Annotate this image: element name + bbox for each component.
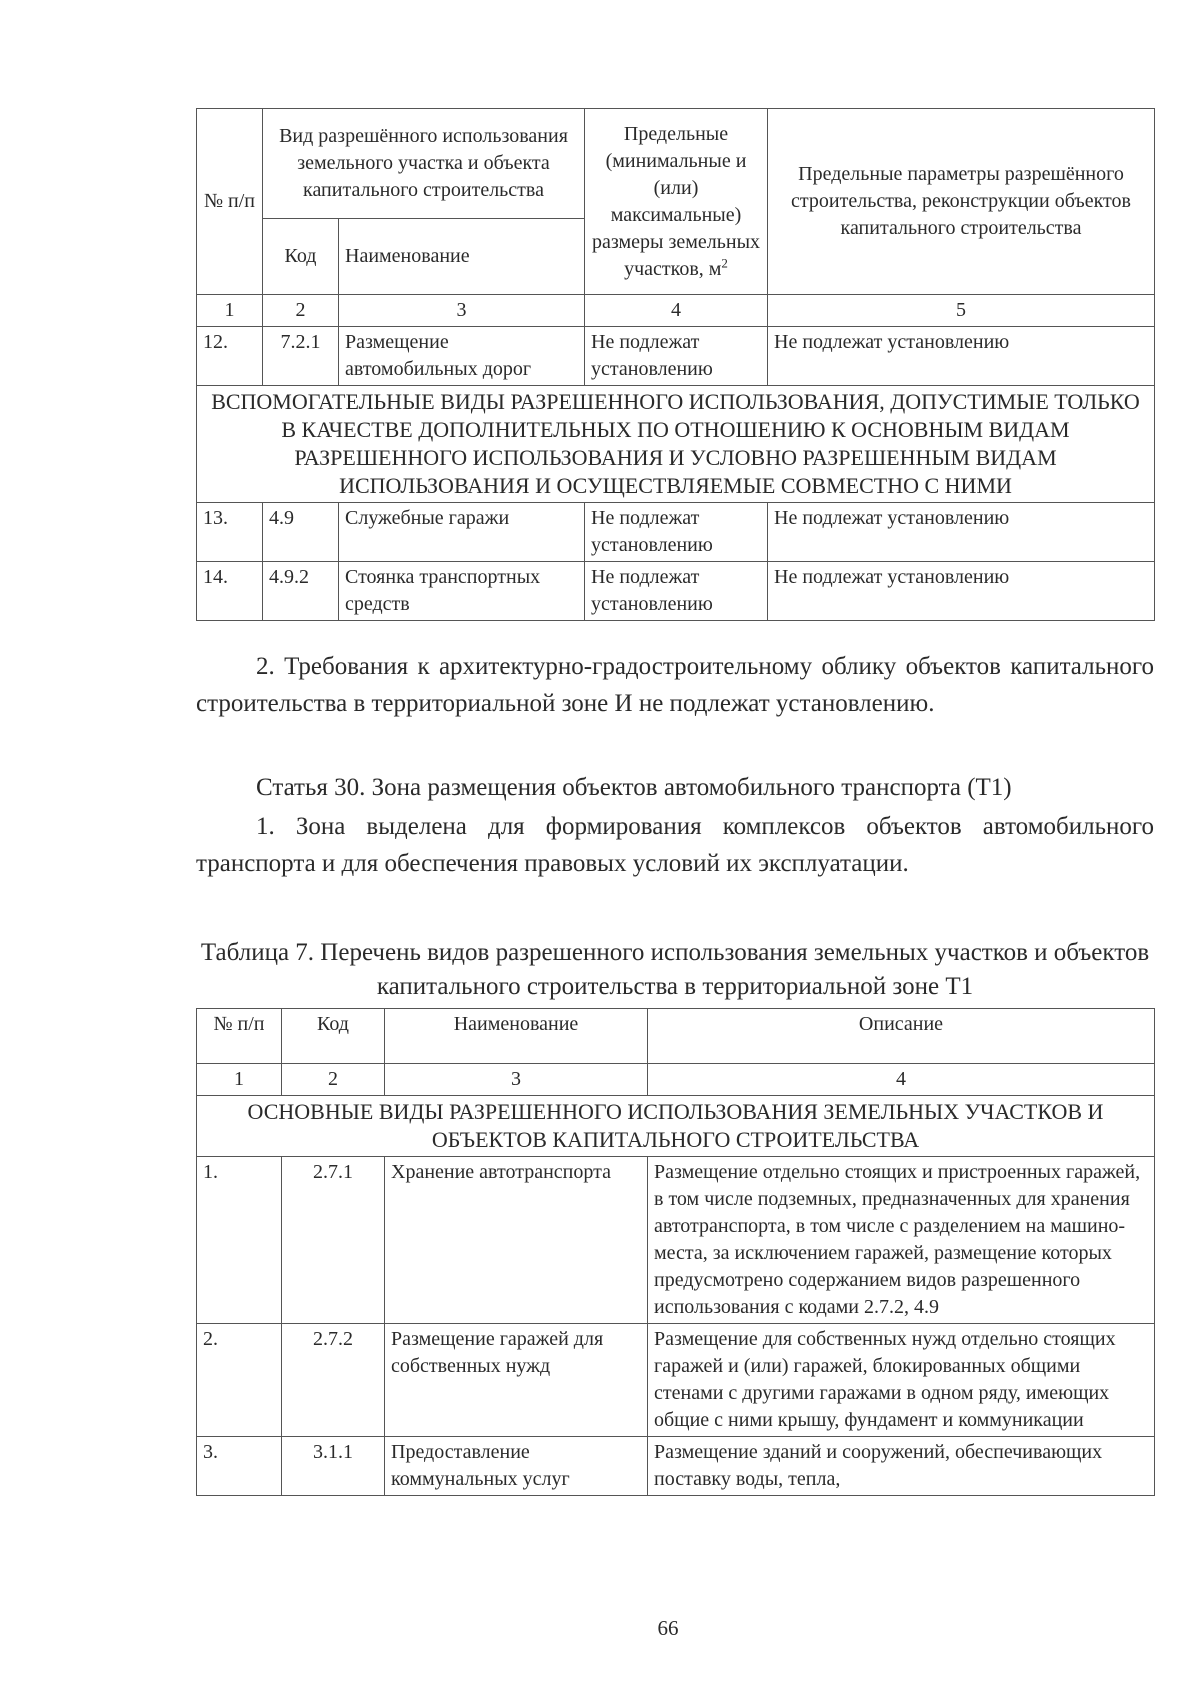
row-name: Размещение автомобильных дорог bbox=[339, 327, 585, 386]
row-code: 3.1.1 bbox=[282, 1437, 385, 1496]
row-code: 4.9.2 bbox=[263, 562, 339, 621]
header-name: Наименование bbox=[385, 1009, 648, 1064]
row-name: Размещение гаражей для собственных нужд bbox=[385, 1324, 648, 1437]
table-row bbox=[197, 1437, 1155, 1496]
row-code: 2.7.1 bbox=[282, 1157, 385, 1324]
table-row bbox=[197, 327, 1155, 386]
row-params: Не подлежат установлению bbox=[768, 562, 1155, 621]
col-number: 2 bbox=[282, 1064, 385, 1096]
row-code: 2.7.2 bbox=[282, 1324, 385, 1437]
article-heading: Статья 30. Зона размещения объектов автомобильного транспорта (Т1) bbox=[256, 774, 1012, 801]
header-desc: Описание bbox=[648, 1009, 1155, 1064]
paragraph-zone-purpose: 1. Зона выделена для формирования комплексов объектов автомобильного транспорта и для обеспечения правовых условий их эксплуатации. bbox=[196, 813, 1154, 877]
page-number: 66 bbox=[657, 1616, 679, 1640]
col-number: 4 bbox=[648, 1064, 1155, 1096]
header-vid-group: Вид разрешённого использования земельного участка и объекта капитального строительства bbox=[263, 109, 585, 219]
row-name: Хранение автотранспорта bbox=[385, 1157, 648, 1324]
row-num: 1. bbox=[197, 1157, 282, 1324]
row-num: 12. bbox=[197, 327, 263, 386]
row-code: 7.2.1 bbox=[263, 327, 339, 386]
table-row bbox=[197, 1157, 1155, 1324]
table-row bbox=[197, 1324, 1155, 1437]
row-name: Служебные гаражи bbox=[339, 503, 585, 562]
column-number-row bbox=[197, 295, 1155, 327]
row-desc: Размещение отдельно стоящих и пристроенных гаражей, в том числе подземных, предназначенных для хранения автотранспорта, в том числе с разделением на машино-места, за исключением гаражей, размещение которых предусмотрено содержанием видов разрешенного использования с кодами 2.7.2, 4.9 bbox=[648, 1157, 1155, 1324]
header-params: Предельные параметры разрешённого строительства, реконструкции объектов капитального строительства bbox=[768, 109, 1155, 295]
row-name: Предоставление коммунальных услуг bbox=[385, 1437, 648, 1496]
header-name: Наименование bbox=[339, 219, 585, 295]
section-auxiliary-uses: ВСПОМОГАТЕЛЬНЫЕ ВИДЫ РАЗРЕШЕННОГО ИСПОЛЬЗОВАНИЯ, ДОПУСТИМЫЕ ТОЛЬКО В КАЧЕСТВЕ ДОПОЛНИТЕЛЬНЫХ ПО ОТНОШЕНИЮ К ОСНОВНЫМ ВИДАМ РАЗРЕШЕННОГО ИСПОЛЬЗОВАНИЯ И УСЛОВНО РАЗРЕШЕННЫМ ВИДАМ ИСПОЛЬЗОВАНИЯ И ОСУЩЕСТВЛЯЕМЫЕ СОВМЕСТНО С НИМИ bbox=[197, 386, 1155, 503]
row-num: 14. bbox=[197, 562, 263, 621]
table-caption: Таблица 7. Перечень видов разрешенного использования земельных участков и объектов капитального строительства в территориальной зоне Т1 bbox=[200, 939, 1150, 1000]
header-num: № п/п bbox=[197, 1009, 282, 1064]
row-params: Не подлежат установлению bbox=[768, 503, 1155, 562]
row-sizes: Не подлежат установлению bbox=[585, 327, 768, 386]
row-params: Не подлежат установлению bbox=[768, 327, 1155, 386]
table-row bbox=[197, 562, 1155, 621]
permitted-use-table-t1 bbox=[196, 1008, 1155, 1496]
row-desc: Размещение зданий и сооружений, обеспечивающих поставку воды, тепла, bbox=[648, 1437, 1155, 1496]
row-name: Стоянка транспортных средств bbox=[339, 562, 585, 621]
row-desc: Размещение для собственных нужд отдельно стоящих гаражей и (или) гаражей, блокированных общими стенами с другими гаражами в одном ряду, имеющих общие с ними крышу, фундамент и коммуникации bbox=[648, 1324, 1155, 1437]
col-number: 1 bbox=[197, 295, 263, 327]
section-row bbox=[197, 386, 1155, 503]
col-number: 3 bbox=[385, 1064, 648, 1096]
col-number: 5 bbox=[768, 295, 1155, 327]
section-main-uses: ОСНОВНЫЕ ВИДЫ РАЗРЕШЕННОГО ИСПОЛЬЗОВАНИЯ ЗЕМЕЛЬНЫХ УЧАСТКОВ И ОБЪЕКТОВ КАПИТАЛЬНОГО СТРОИТЕЛЬСТВА bbox=[197, 1096, 1155, 1157]
section-row bbox=[197, 1096, 1155, 1157]
header-code: Код bbox=[282, 1009, 385, 1064]
table-row bbox=[197, 503, 1155, 562]
row-sizes: Не подлежат установлению bbox=[585, 562, 768, 621]
header-code: Код bbox=[263, 219, 339, 295]
col-number: 4 bbox=[585, 295, 768, 327]
col-number: 3 bbox=[339, 295, 585, 327]
row-code: 4.9 bbox=[263, 503, 339, 562]
row-num: 13. bbox=[197, 503, 263, 562]
paragraph-requirements: 2. Требования к архитектурно-градостроительному облику объектов капитального строительства в территориальной зоне И не подлежат установлению. bbox=[196, 653, 1154, 717]
column-number-row bbox=[197, 1064, 1155, 1096]
row-num: 3. bbox=[197, 1437, 282, 1496]
col-number: 1 bbox=[197, 1064, 282, 1096]
row-num: 2. bbox=[197, 1324, 282, 1437]
row-sizes: Не подлежат установлению bbox=[585, 503, 768, 562]
col-number: 2 bbox=[263, 295, 339, 327]
permitted-use-table-continued bbox=[196, 108, 1155, 621]
header-num: № п/п bbox=[197, 109, 263, 295]
header-sizes: Предельные (минимальные и (или) максимальные) размеры земельных участков, $м^2$ bbox=[585, 109, 768, 295]
